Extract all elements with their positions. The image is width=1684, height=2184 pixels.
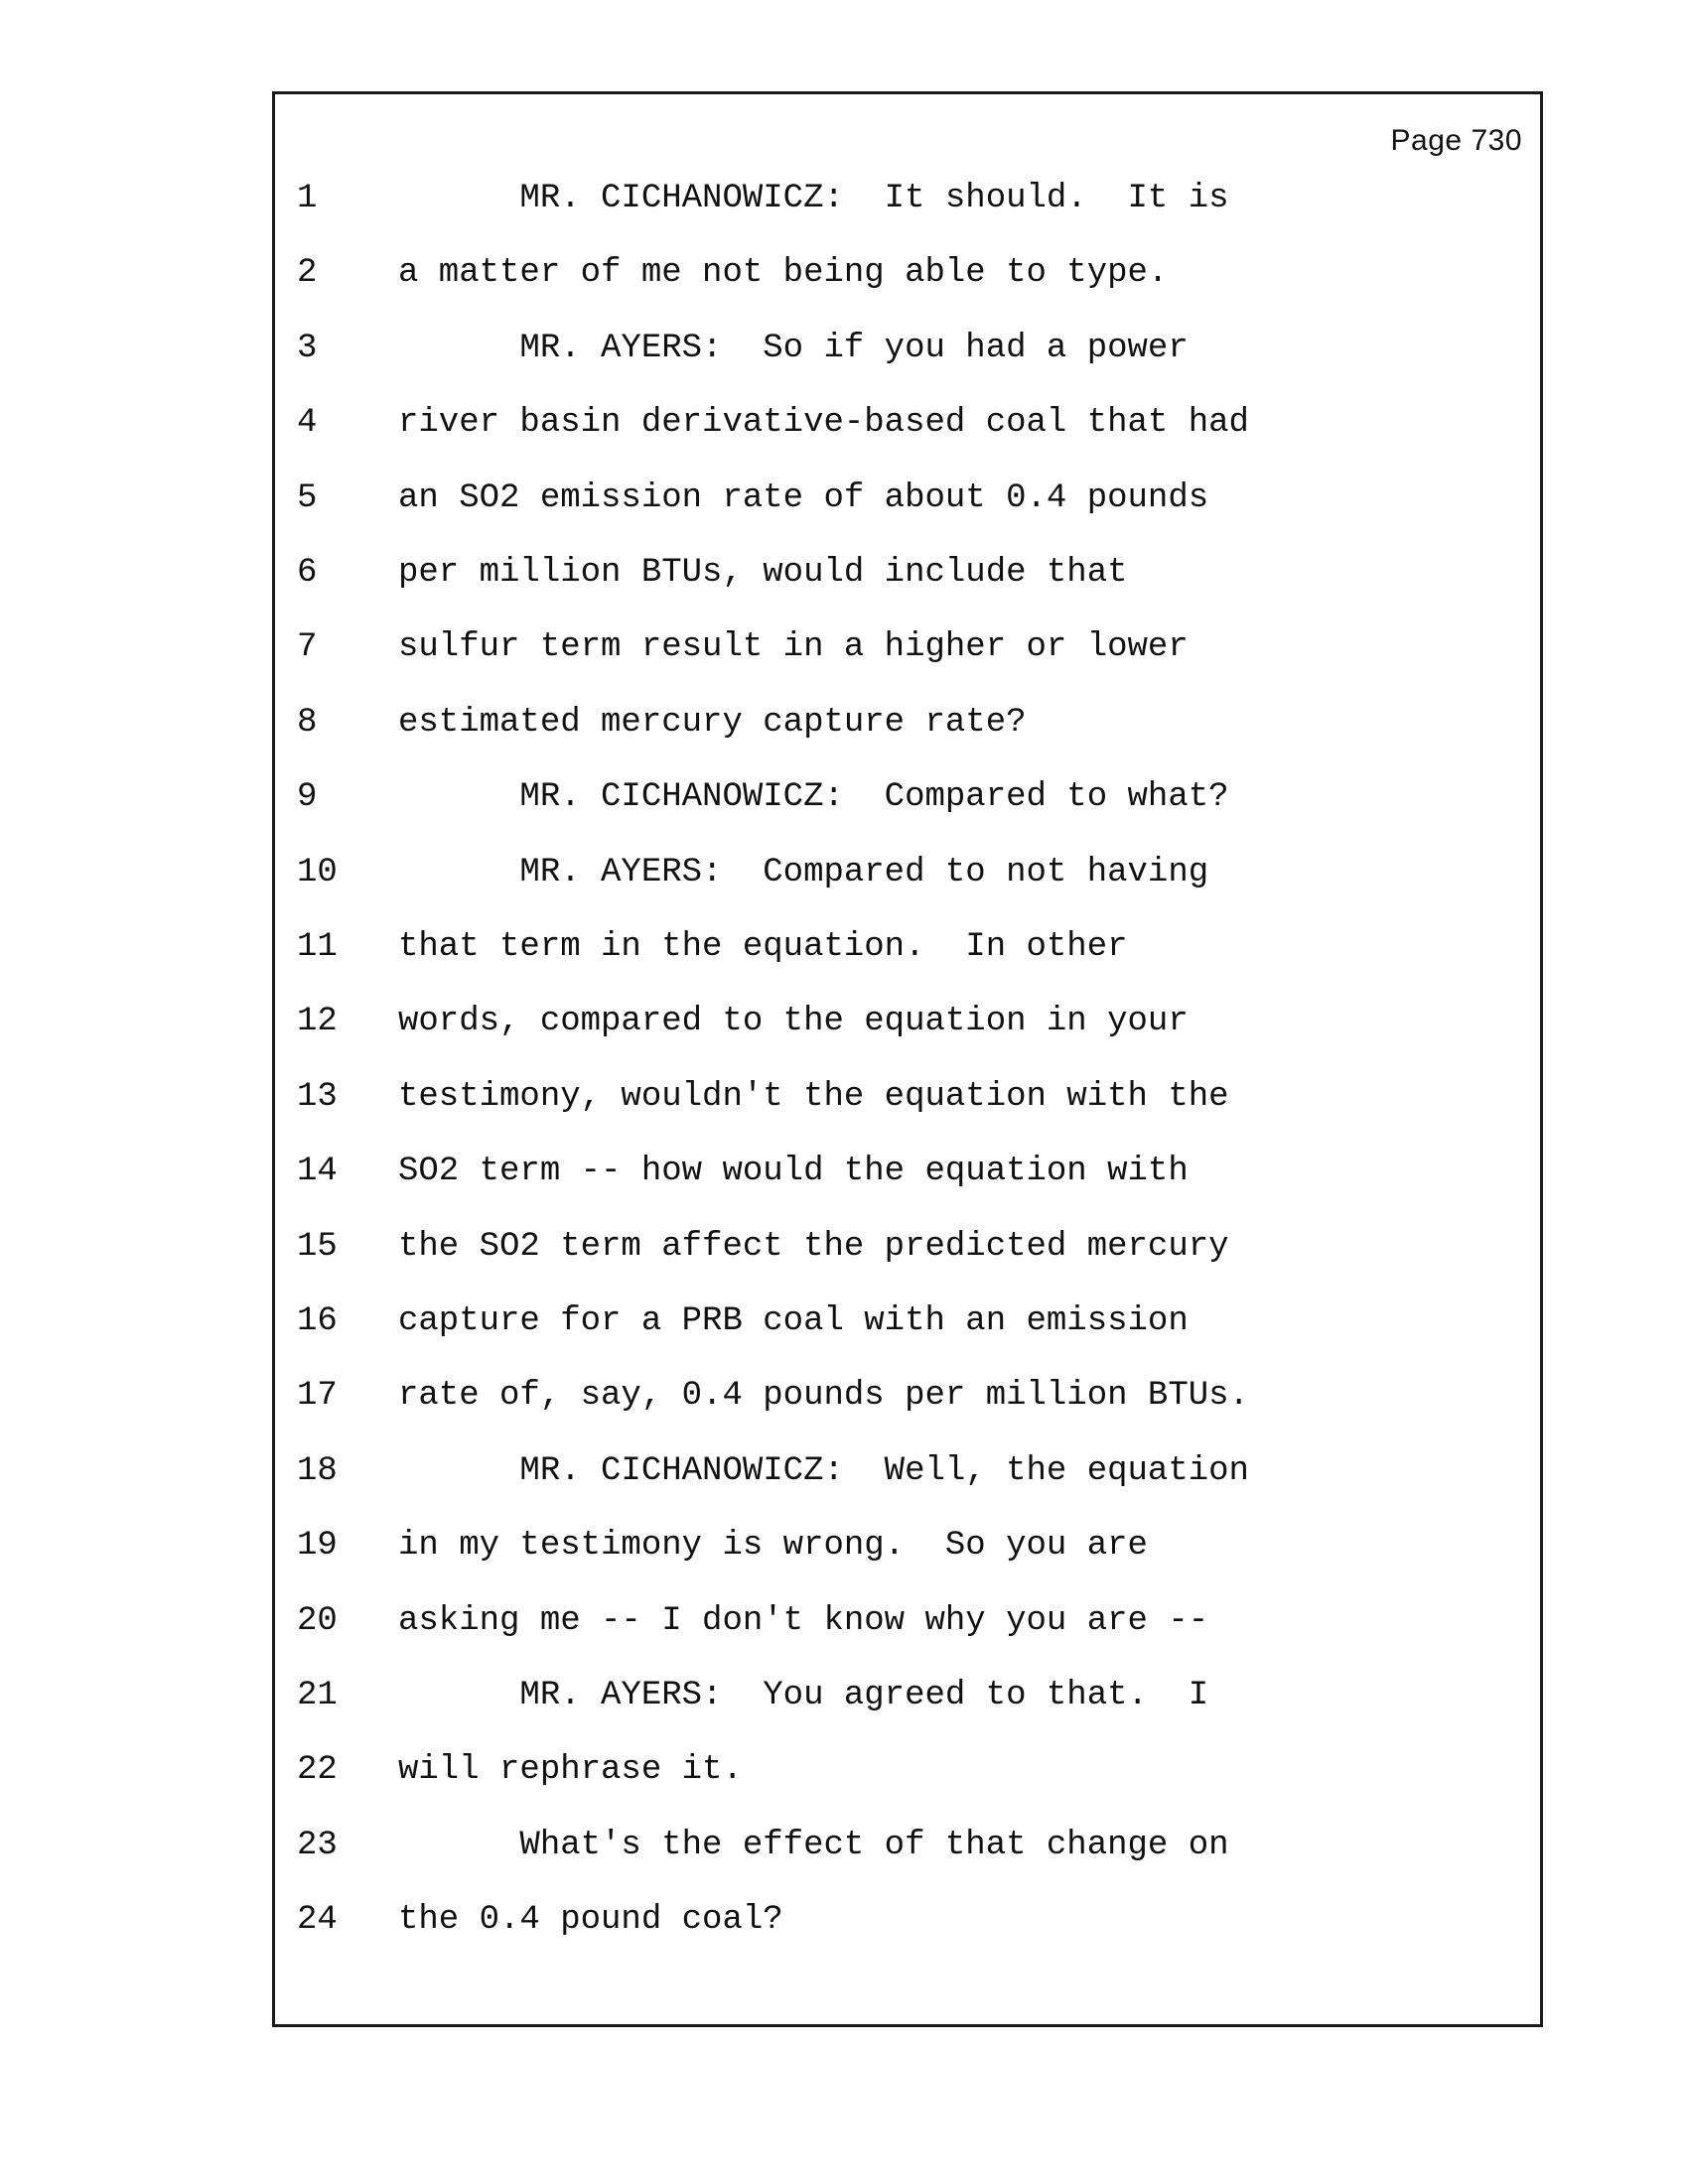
transcript-line: [275, 622, 1540, 672]
transcript-line: [275, 1596, 1540, 1646]
transcript-line: [275, 1521, 1540, 1570]
line-text: capture for a PRB coal with an emission: [398, 1302, 1189, 1340]
line-text: the SO2 term affect the predicted mercury: [398, 1227, 1229, 1266]
line-number: 8: [297, 703, 318, 742]
transcript-line: [275, 698, 1540, 748]
line-text: an SO2 emission rate of about 0.4 pounds: [398, 478, 1209, 517]
transcript-line: [275, 772, 1540, 822]
line-number: 22: [297, 1751, 338, 1790]
line-text: MR. AYERS: Compared to not having: [398, 853, 1209, 891]
line-number: 15: [297, 1227, 338, 1266]
page-number: Page 730: [1390, 124, 1522, 157]
line-number: 14: [297, 1153, 338, 1191]
line-number: 11: [297, 928, 338, 966]
transcript-line: [275, 997, 1540, 1046]
transcript-line: [275, 922, 1540, 972]
line-text: MR. CICHANOWICZ: Compared to what?: [398, 778, 1229, 817]
transcript-page: [272, 91, 1543, 2027]
line-number: 23: [297, 1826, 338, 1864]
transcript-line: [275, 1671, 1540, 1720]
line-number: 3: [297, 329, 318, 367]
transcript-line: [275, 1371, 1540, 1421]
transcript-line: [275, 1072, 1540, 1122]
line-number: 17: [297, 1377, 338, 1416]
line-number: 20: [297, 1601, 338, 1640]
line-text: testimony, wouldn't the equation with the: [398, 1077, 1229, 1116]
line-text: asking me -- I don't know why you are --: [398, 1601, 1209, 1640]
transcript-line: [275, 1147, 1540, 1196]
transcript-line: [275, 324, 1540, 373]
line-number: 6: [297, 554, 318, 592]
transcript-line: [275, 1297, 1540, 1346]
line-text: MR. AYERS: So if you had a power: [398, 329, 1189, 367]
line-text: rate of, say, 0.4 pounds per million BTUs.: [398, 1377, 1249, 1416]
line-text: river basin derivative-based coal that had: [398, 404, 1249, 443]
line-text: estimated mercury capture rate?: [398, 703, 1027, 742]
line-text: words, compared to the equation in your: [398, 1003, 1189, 1041]
transcript-line: [275, 848, 1540, 897]
transcript-line: [275, 1821, 1540, 1870]
line-text: SO2 term -- how would the equation with: [398, 1153, 1189, 1191]
line-text: MR. CICHANOWICZ: It should. It is: [398, 180, 1229, 217]
line-number: 21: [297, 1677, 338, 1714]
line-number: 18: [297, 1451, 338, 1490]
line-number: 4: [297, 404, 318, 443]
line-number: 9: [297, 778, 318, 817]
line-text: per million BTUs, would include that: [398, 554, 1128, 592]
line-number: 13: [297, 1077, 338, 1116]
transcript-line: [275, 174, 1540, 223]
line-number: 12: [297, 1003, 338, 1041]
line-text: a matter of me not being able to type.: [398, 254, 1169, 293]
transcript-line: [275, 1895, 1540, 1945]
transcript-line: [275, 398, 1540, 448]
transcript-lines: [275, 94, 1540, 2024]
line-text: in my testimony is wrong. So you are: [398, 1527, 1148, 1566]
transcript-line: [275, 474, 1540, 523]
line-text: the 0.4 pound coal?: [398, 1901, 783, 1940]
line-number: 16: [297, 1302, 338, 1340]
line-text: MR. CICHANOWICZ: Well, the equation: [398, 1451, 1249, 1490]
line-number: 10: [297, 853, 338, 891]
line-number: 7: [297, 628, 318, 667]
transcript-line: [275, 1745, 1540, 1795]
line-text: sulfur term result in a higher or lower: [398, 628, 1189, 667]
transcript-line: [275, 548, 1540, 598]
line-text: that term in the equation. In other: [398, 928, 1128, 966]
transcript-line: [275, 1446, 1540, 1496]
line-number: 5: [297, 478, 318, 517]
line-number: 19: [297, 1527, 338, 1566]
line-text: will rephrase it.: [398, 1751, 743, 1790]
line-number: 2: [297, 254, 318, 293]
line-text: MR. AYERS: You agreed to that. I: [398, 1677, 1209, 1714]
line-number: 24: [297, 1901, 338, 1940]
line-number: 1: [297, 180, 318, 217]
transcript-line: [275, 248, 1540, 298]
line-text: What's the effect of that change on: [398, 1826, 1229, 1864]
transcript-line: [275, 1222, 1540, 1272]
